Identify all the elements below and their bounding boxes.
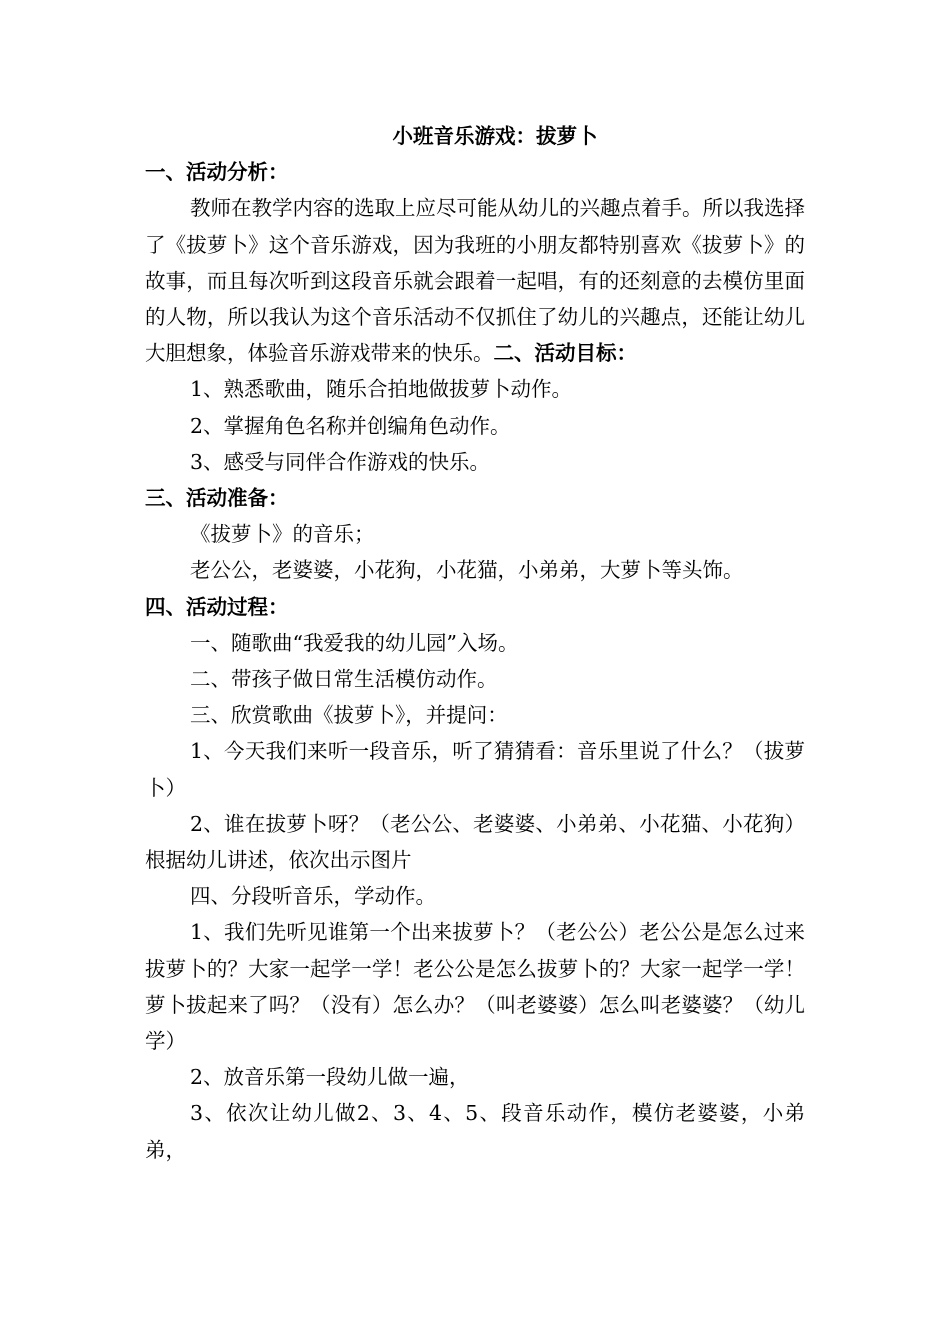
prep-item: 老公公，老婆婆，小花狗，小花猫，小弟弟，大萝卜等头饰。 bbox=[190, 558, 744, 583]
process-step: 三、欣赏歌曲《拔萝卜》，并提问： bbox=[190, 703, 508, 728]
step4-item-2: 2、放音乐第一段幼儿做一遍， bbox=[190, 1065, 470, 1090]
step4-item-3: 3、依次让幼儿做2、3、4、5、段音乐动作，模仿老婆婆，小弟弟， bbox=[145, 1101, 805, 1162]
process-step: 四、分段听音乐，学动作。 bbox=[190, 884, 436, 909]
section-heading-analysis: 一、活动分析： bbox=[145, 160, 289, 185]
analysis-paragraph bbox=[145, 190, 805, 371]
document-title: 小班音乐游戏：拔萝卜 bbox=[392, 124, 598, 148]
process-step: 一、随歌曲“我爱我的幼儿园”入场。 bbox=[190, 630, 519, 655]
document-body bbox=[145, 118, 805, 1168]
question-1: 1、今天我们来听一段音乐，听了猜猜看：音乐里说了什么？（拔萝卜） bbox=[145, 739, 805, 800]
section-heading-preparation: 三、活动准备： bbox=[145, 486, 289, 511]
section-heading-goals: 二、活动目标： bbox=[493, 341, 637, 366]
question-2: 2、谁在拔萝卜呀？（老公公、老婆婆、小弟弟、小花猫、小花狗）根据幼儿讲述，依次出示图片 bbox=[145, 811, 805, 873]
goal-item: 2、掌握角色名称并创编角色动作。 bbox=[190, 413, 511, 438]
step4-item-1: 1、我们先听见谁第一个出来拔萝卜？（老公公）老公公是怎么过来拔萝卜的？大家一起学一学！老公公是怎么拔萝卜的？大家一起学一学！萝卜拔起来了吗？（没有）怎么办？（叫老婆婆）怎么叫老婆婆？（幼儿学） bbox=[145, 920, 805, 1054]
goal-item: 3、感受与同伴合作游戏的快乐。 bbox=[190, 449, 491, 474]
goal-item: 1、熟悉歌曲，随乐合拍地做拔萝卜动作。 bbox=[190, 377, 573, 402]
prep-item: 《拔萝卜》的音乐； bbox=[190, 522, 375, 547]
process-step: 二、带孩子做日常生活模仿动作。 bbox=[190, 667, 498, 692]
section-heading-process: 四、活动过程： bbox=[145, 594, 289, 619]
analysis-text: 教师在教学内容的选取上应尽可能从幼儿的兴趣点着手。所以我选择了《拔萝卜》这个音乐游戏，因为我班的小朋友都特别喜欢《拔萝卜》的故事，而且每次听到这段音乐就会跟着一起唱，有的还刻意的去模仿里面的人物，所以我认为这个音乐活动不仅抓住了幼儿的兴趣点，还能让幼儿大胆想象，体验音乐游戏带来的快乐。 bbox=[145, 196, 805, 366]
